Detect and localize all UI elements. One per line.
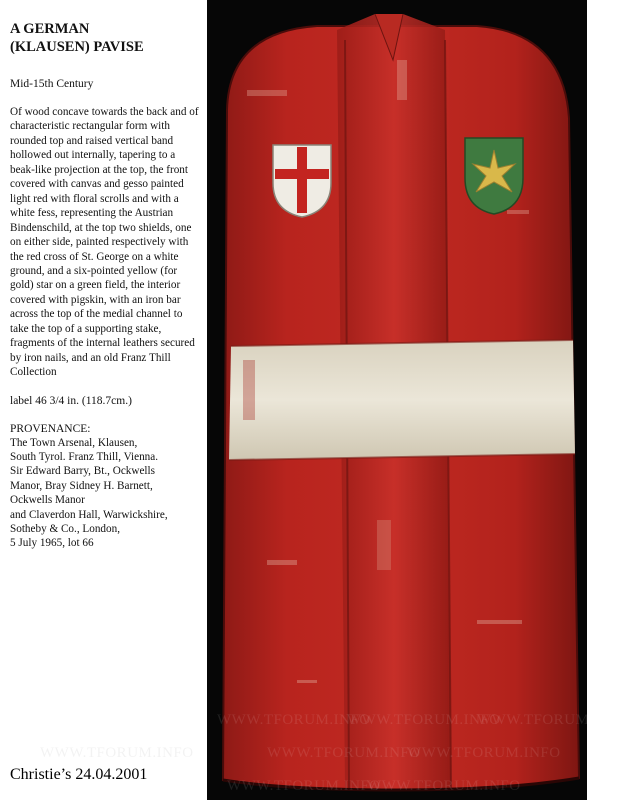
lot-description: Of wood concave towards the back and of characteristic rectangular form with rounded top and raised vertical band hollowed out internally, tapering to a beak-like projection at the top, the front covered with canvas and gesso painted light red with floral scrolls and with a white fess, representing the Austrian Bindenschild, at the top two shields, one on either side, painted respectively with the red cross of St. George on a white ground, and a six-pointed yellow (for gold) star on a green field, the interior covered with pigskin, with an iron bar across the top of the medial channel to take the top of a supporting stake, fragments of the internal leathers secured by iron nails, and an old Franz Thill Collection (10, 106, 199, 379)
lot-title-line2: (KLAUSEN) PAVISE (10, 39, 144, 55)
lot-title (10, 20, 201, 56)
lot-period: Mid-15th Century (10, 78, 94, 90)
provenance-line: The Town Arsenal, Klausen, (10, 436, 138, 449)
watermark: WWW.TFORUM.INFO (40, 745, 194, 761)
catalogue-text (0, 0, 207, 800)
provenance-line: and Claverdon Hall, Warwickshire, (10, 508, 168, 521)
lot-title-line1: A GERMAN (10, 21, 90, 37)
provenance-list (10, 436, 201, 551)
star-shield (465, 138, 523, 214)
lot-size: label 46 3/4 in. (118.7cm.) (10, 394, 132, 407)
provenance-line: Sir Edward Barry, Bt., Ockwells (10, 465, 155, 478)
provenance-line: Manor, Bray Sidney H. Barnett, (10, 479, 153, 492)
provenance-line: South Tyrol. Franz Thill, Vienna. (10, 451, 159, 464)
provenance-heading: PROVENANCE: (10, 422, 91, 435)
provenance-line: Ockwells Manor (10, 494, 85, 507)
pavise-illustration (207, 0, 587, 800)
provenance-line: 5 July 1965, lot 66 (10, 537, 94, 550)
white-fess (229, 340, 575, 460)
provenance-line: Sotheby & Co., London, (10, 523, 121, 536)
sale-date: Christie’s 24.04.2001 (10, 766, 148, 783)
cross-shield (273, 145, 331, 217)
pavise-photo (207, 0, 587, 800)
